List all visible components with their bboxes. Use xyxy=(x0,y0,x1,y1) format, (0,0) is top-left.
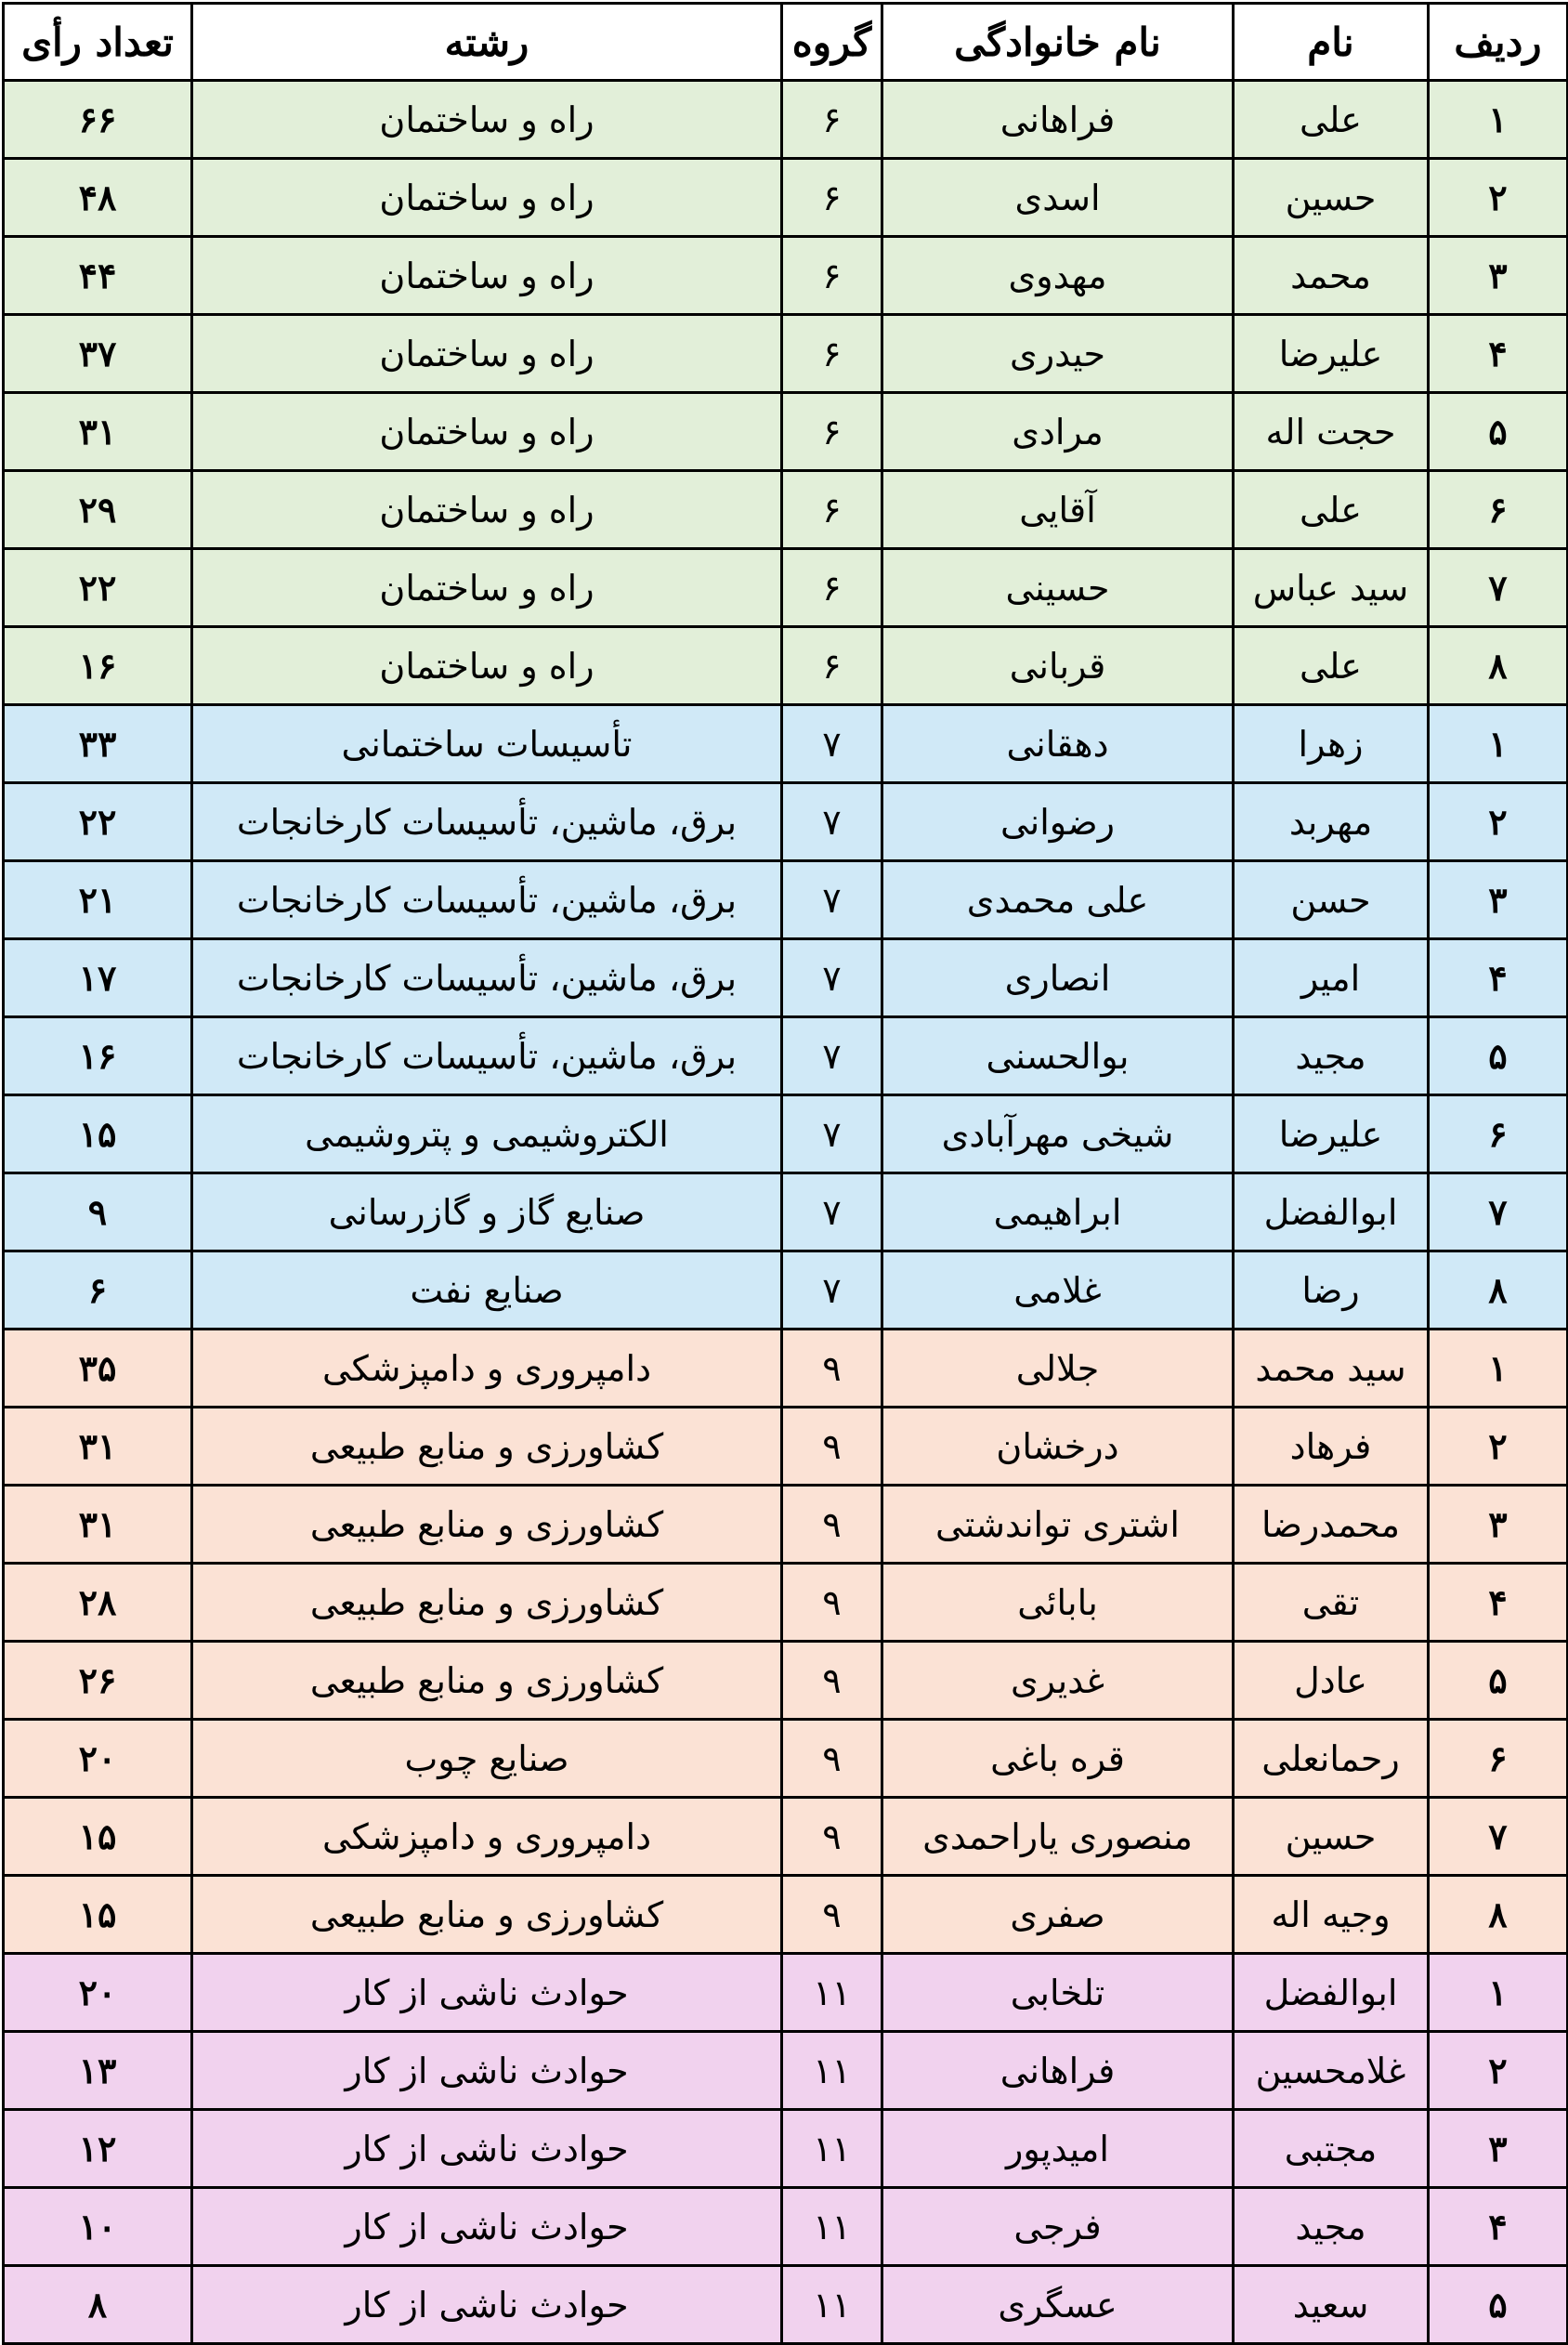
cell-row-number: ۵ xyxy=(1429,1017,1568,1095)
cell-field: راه و ساختمان xyxy=(192,471,782,549)
cell-field: دامپروری و دامپزشکی xyxy=(192,1798,782,1876)
cell-votes: ۱۶ xyxy=(4,627,192,705)
cell-group: ۶ xyxy=(782,315,882,393)
cell-row-number: ۵ xyxy=(1429,2266,1568,2344)
cell-votes: ۱۵ xyxy=(4,1876,192,1954)
table-row xyxy=(4,2032,1568,2110)
cell-field: حوادث ناشی از کار xyxy=(192,2110,782,2188)
header-row-number: ردیف xyxy=(1429,4,1568,81)
cell-field: صنایع نفت xyxy=(192,1251,782,1330)
table-row xyxy=(4,315,1568,393)
cell-last-name: فراهانی xyxy=(882,2032,1234,2110)
cell-row-number: ۶ xyxy=(1429,1095,1568,1173)
cell-group: ۹ xyxy=(782,1330,882,1408)
cell-field: کشاورزی و منابع طبیعی xyxy=(192,1486,782,1564)
cell-votes: ۴۴ xyxy=(4,237,192,315)
table-row xyxy=(4,2266,1568,2344)
cell-votes: ۲۰ xyxy=(4,1720,192,1798)
cell-group: ۹ xyxy=(782,1876,882,1954)
cell-group: ۶ xyxy=(782,627,882,705)
cell-row-number: ۲ xyxy=(1429,159,1568,237)
cell-last-name: آقایی xyxy=(882,471,1234,549)
cell-field: حوادث ناشی از کار xyxy=(192,2032,782,2110)
cell-row-number: ۸ xyxy=(1429,1876,1568,1954)
cell-votes: ۳۱ xyxy=(4,393,192,471)
cell-group: ۹ xyxy=(782,1564,882,1642)
cell-first-name: ابوالفضل xyxy=(1234,1954,1429,2032)
cell-last-name: مهدوی xyxy=(882,237,1234,315)
cell-field: راه و ساختمان xyxy=(192,159,782,237)
cell-field: راه و ساختمان xyxy=(192,315,782,393)
cell-first-name: زهرا xyxy=(1234,705,1429,783)
cell-last-name: غدیری xyxy=(882,1642,1234,1720)
table-header-row xyxy=(4,4,1568,81)
cell-last-name: شیخی مهرآبادی xyxy=(882,1095,1234,1173)
cell-first-name: وجیه اله xyxy=(1234,1876,1429,1954)
cell-group: ۶ xyxy=(782,159,882,237)
election-results-table xyxy=(2,2,1568,2345)
cell-first-name: امیر xyxy=(1234,939,1429,1017)
cell-last-name: تلخابی xyxy=(882,1954,1234,2032)
cell-row-number: ۷ xyxy=(1429,549,1568,627)
cell-row-number: ۷ xyxy=(1429,1173,1568,1251)
cell-last-name: امیدپور xyxy=(882,2110,1234,2188)
cell-group: ۷ xyxy=(782,1095,882,1173)
header-field: رشته xyxy=(192,4,782,81)
table-row xyxy=(4,1642,1568,1720)
cell-field: تأسیسات ساختمانی xyxy=(192,705,782,783)
cell-group: ۶ xyxy=(782,549,882,627)
cell-first-name: رحمانعلی xyxy=(1234,1720,1429,1798)
cell-votes: ۳۷ xyxy=(4,315,192,393)
cell-votes: ۱۶ xyxy=(4,1017,192,1095)
table-row xyxy=(4,2110,1568,2188)
cell-first-name: علیرضا xyxy=(1234,1095,1429,1173)
cell-votes: ۲۶ xyxy=(4,1642,192,1720)
cell-row-number: ۱ xyxy=(1429,705,1568,783)
table-row xyxy=(4,1408,1568,1486)
cell-row-number: ۳ xyxy=(1429,861,1568,939)
cell-votes: ۳۱ xyxy=(4,1486,192,1564)
cell-last-name: اشتری تواندشتی xyxy=(882,1486,1234,1564)
table-row xyxy=(4,1017,1568,1095)
cell-first-name: عادل xyxy=(1234,1642,1429,1720)
cell-row-number: ۳ xyxy=(1429,1486,1568,1564)
cell-first-name: حجت اله xyxy=(1234,393,1429,471)
cell-last-name: قربانی xyxy=(882,627,1234,705)
cell-first-name: محمدرضا xyxy=(1234,1486,1429,1564)
cell-first-name: مجید xyxy=(1234,1017,1429,1095)
cell-last-name: دهقانی xyxy=(882,705,1234,783)
cell-field: صنایع چوب xyxy=(192,1720,782,1798)
cell-group: ۹ xyxy=(782,1720,882,1798)
cell-field: برق، ماشین، تأسیسات کارخانجات xyxy=(192,861,782,939)
cell-field: برق، ماشین، تأسیسات کارخانجات xyxy=(192,783,782,861)
cell-group: ۹ xyxy=(782,1798,882,1876)
cell-field: کشاورزی و منابع طبیعی xyxy=(192,1564,782,1642)
cell-row-number: ۱ xyxy=(1429,1330,1568,1408)
cell-first-name: سید محمد xyxy=(1234,1330,1429,1408)
cell-last-name: حسینی xyxy=(882,549,1234,627)
cell-group: ۷ xyxy=(782,861,882,939)
header-votes: تعداد رأی xyxy=(4,4,192,81)
cell-last-name: مرادی xyxy=(882,393,1234,471)
cell-first-name: فرهاد xyxy=(1234,1408,1429,1486)
cell-votes: ۳۱ xyxy=(4,1408,192,1486)
table-row xyxy=(4,627,1568,705)
cell-row-number: ۲ xyxy=(1429,1408,1568,1486)
cell-row-number: ۱ xyxy=(1429,1954,1568,2032)
cell-row-number: ۶ xyxy=(1429,471,1568,549)
cell-group: ۶ xyxy=(782,237,882,315)
cell-votes: ۱۵ xyxy=(4,1798,192,1876)
cell-first-name: مجید xyxy=(1234,2188,1429,2266)
table-row xyxy=(4,861,1568,939)
cell-group: ۷ xyxy=(782,1017,882,1095)
cell-row-number: ۵ xyxy=(1429,393,1568,471)
cell-group: ۱۱ xyxy=(782,2110,882,2188)
cell-votes: ۹ xyxy=(4,1173,192,1251)
header-group: گروه xyxy=(782,4,882,81)
cell-votes: ۱۵ xyxy=(4,1095,192,1173)
cell-last-name: ابراهیمی xyxy=(882,1173,1234,1251)
cell-field: حوادث ناشی از کار xyxy=(192,2188,782,2266)
cell-group: ۹ xyxy=(782,1486,882,1564)
cell-row-number: ۳ xyxy=(1429,2110,1568,2188)
table-row xyxy=(4,1330,1568,1408)
cell-last-name: اسدی xyxy=(882,159,1234,237)
cell-first-name: حسین xyxy=(1234,159,1429,237)
cell-last-name: بابائی xyxy=(882,1564,1234,1642)
cell-first-name: علیرضا xyxy=(1234,315,1429,393)
table-body xyxy=(4,81,1568,2344)
table-row xyxy=(4,1173,1568,1251)
cell-row-number: ۲ xyxy=(1429,783,1568,861)
cell-votes: ۴۸ xyxy=(4,159,192,237)
cell-group: ۷ xyxy=(782,783,882,861)
cell-field: کشاورزی و منابع طبیعی xyxy=(192,1408,782,1486)
cell-row-number: ۴ xyxy=(1429,1564,1568,1642)
cell-last-name: فرجی xyxy=(882,2188,1234,2266)
cell-last-name: غلامی xyxy=(882,1251,1234,1330)
cell-field: برق، ماشین، تأسیسات کارخانجات xyxy=(192,1017,782,1095)
table-row xyxy=(4,237,1568,315)
cell-first-name: ابوالفضل xyxy=(1234,1173,1429,1251)
cell-last-name: علی محمدی xyxy=(882,861,1234,939)
cell-last-name: عسگری xyxy=(882,2266,1234,2344)
header-last-name: نام خانوادگی xyxy=(882,4,1234,81)
cell-field: دامپروری و دامپزشکی xyxy=(192,1330,782,1408)
cell-votes: ۳۵ xyxy=(4,1330,192,1408)
cell-votes: ۱۰ xyxy=(4,2188,192,2266)
cell-first-name: حسین xyxy=(1234,1798,1429,1876)
cell-first-name: مجتبی xyxy=(1234,2110,1429,2188)
cell-field: برق، ماشین، تأسیسات کارخانجات xyxy=(192,939,782,1017)
cell-field: راه و ساختمان xyxy=(192,627,782,705)
cell-group: ۱۱ xyxy=(782,2266,882,2344)
header-first-name: نام xyxy=(1234,4,1429,81)
cell-last-name: انصاری xyxy=(882,939,1234,1017)
cell-first-name: رضا xyxy=(1234,1251,1429,1330)
table-row xyxy=(4,549,1568,627)
cell-field: راه و ساختمان xyxy=(192,393,782,471)
cell-group: ۶ xyxy=(782,471,882,549)
table-row xyxy=(4,1251,1568,1330)
cell-first-name: غلامحسین xyxy=(1234,2032,1429,2110)
cell-last-name: بوالحسنی xyxy=(882,1017,1234,1095)
cell-field: صنایع گاز و گازرسانی xyxy=(192,1173,782,1251)
cell-field: راه و ساختمان xyxy=(192,549,782,627)
cell-votes: ۶۶ xyxy=(4,81,192,159)
cell-row-number: ۴ xyxy=(1429,315,1568,393)
cell-row-number: ۳ xyxy=(1429,237,1568,315)
cell-last-name: صفری xyxy=(882,1876,1234,1954)
cell-group: ۷ xyxy=(782,939,882,1017)
cell-votes: ۲۸ xyxy=(4,1564,192,1642)
cell-last-name: قره باغی xyxy=(882,1720,1234,1798)
cell-last-name: جلالی xyxy=(882,1330,1234,1408)
table-row xyxy=(4,1095,1568,1173)
table-row xyxy=(4,1876,1568,1954)
cell-first-name: علی xyxy=(1234,627,1429,705)
table-row xyxy=(4,159,1568,237)
cell-row-number: ۵ xyxy=(1429,1642,1568,1720)
cell-votes: ۱۳ xyxy=(4,2032,192,2110)
cell-group: ۱۱ xyxy=(782,2188,882,2266)
cell-votes: ۱۷ xyxy=(4,939,192,1017)
cell-votes: ۳۳ xyxy=(4,705,192,783)
table-row xyxy=(4,939,1568,1017)
cell-group: ۹ xyxy=(782,1408,882,1486)
cell-field: حوادث ناشی از کار xyxy=(192,1954,782,2032)
cell-field: حوادث ناشی از کار xyxy=(192,2266,782,2344)
cell-group: ۷ xyxy=(782,1173,882,1251)
cell-votes: ۱۲ xyxy=(4,2110,192,2188)
cell-row-number: ۲ xyxy=(1429,2032,1568,2110)
cell-field: کشاورزی و منابع طبیعی xyxy=(192,1642,782,1720)
table-row xyxy=(4,1954,1568,2032)
table-row xyxy=(4,705,1568,783)
cell-first-name: حسن xyxy=(1234,861,1429,939)
cell-row-number: ۸ xyxy=(1429,627,1568,705)
cell-group: ۱۱ xyxy=(782,1954,882,2032)
cell-votes: ۲۱ xyxy=(4,861,192,939)
cell-last-name: منصوری یاراحمدی xyxy=(882,1798,1234,1876)
table-row xyxy=(4,1720,1568,1798)
cell-field: راه و ساختمان xyxy=(192,81,782,159)
cell-row-number: ۴ xyxy=(1429,939,1568,1017)
cell-field: الکتروشیمی و پتروشیمی xyxy=(192,1095,782,1173)
cell-field: راه و ساختمان xyxy=(192,237,782,315)
cell-group: ۶ xyxy=(782,81,882,159)
cell-first-name: محمد xyxy=(1234,237,1429,315)
cell-field: کشاورزی و منابع طبیعی xyxy=(192,1876,782,1954)
cell-first-name: علی xyxy=(1234,471,1429,549)
cell-group: ۷ xyxy=(782,705,882,783)
table-row xyxy=(4,471,1568,549)
table-row xyxy=(4,393,1568,471)
cell-group: ۷ xyxy=(782,1251,882,1330)
cell-votes: ۸ xyxy=(4,2266,192,2344)
cell-row-number: ۴ xyxy=(1429,2188,1568,2266)
cell-last-name: درخشان xyxy=(882,1408,1234,1486)
cell-row-number: ۶ xyxy=(1429,1720,1568,1798)
cell-row-number: ۷ xyxy=(1429,1798,1568,1876)
table-row xyxy=(4,1798,1568,1876)
cell-row-number: ۸ xyxy=(1429,1251,1568,1330)
table-row xyxy=(4,2188,1568,2266)
cell-votes: ۲۰ xyxy=(4,1954,192,2032)
cell-first-name: علی xyxy=(1234,81,1429,159)
cell-row-number: ۱ xyxy=(1429,81,1568,159)
cell-first-name: سعید xyxy=(1234,2266,1429,2344)
cell-group: ۶ xyxy=(782,393,882,471)
cell-first-name: تقی xyxy=(1234,1564,1429,1642)
cell-first-name: مهربد xyxy=(1234,783,1429,861)
table-row xyxy=(4,1486,1568,1564)
cell-votes: ۲۲ xyxy=(4,783,192,861)
cell-votes: ۶ xyxy=(4,1251,192,1330)
cell-last-name: حیدری xyxy=(882,315,1234,393)
cell-last-name: فراهانی xyxy=(882,81,1234,159)
table-row xyxy=(4,81,1568,159)
cell-last-name: رضوانی xyxy=(882,783,1234,861)
table-row xyxy=(4,783,1568,861)
table-row xyxy=(4,1564,1568,1642)
cell-group: ۱۱ xyxy=(782,2032,882,2110)
cell-votes: ۲۹ xyxy=(4,471,192,549)
cell-first-name: سید عباس xyxy=(1234,549,1429,627)
cell-votes: ۲۲ xyxy=(4,549,192,627)
cell-group: ۹ xyxy=(782,1642,882,1720)
